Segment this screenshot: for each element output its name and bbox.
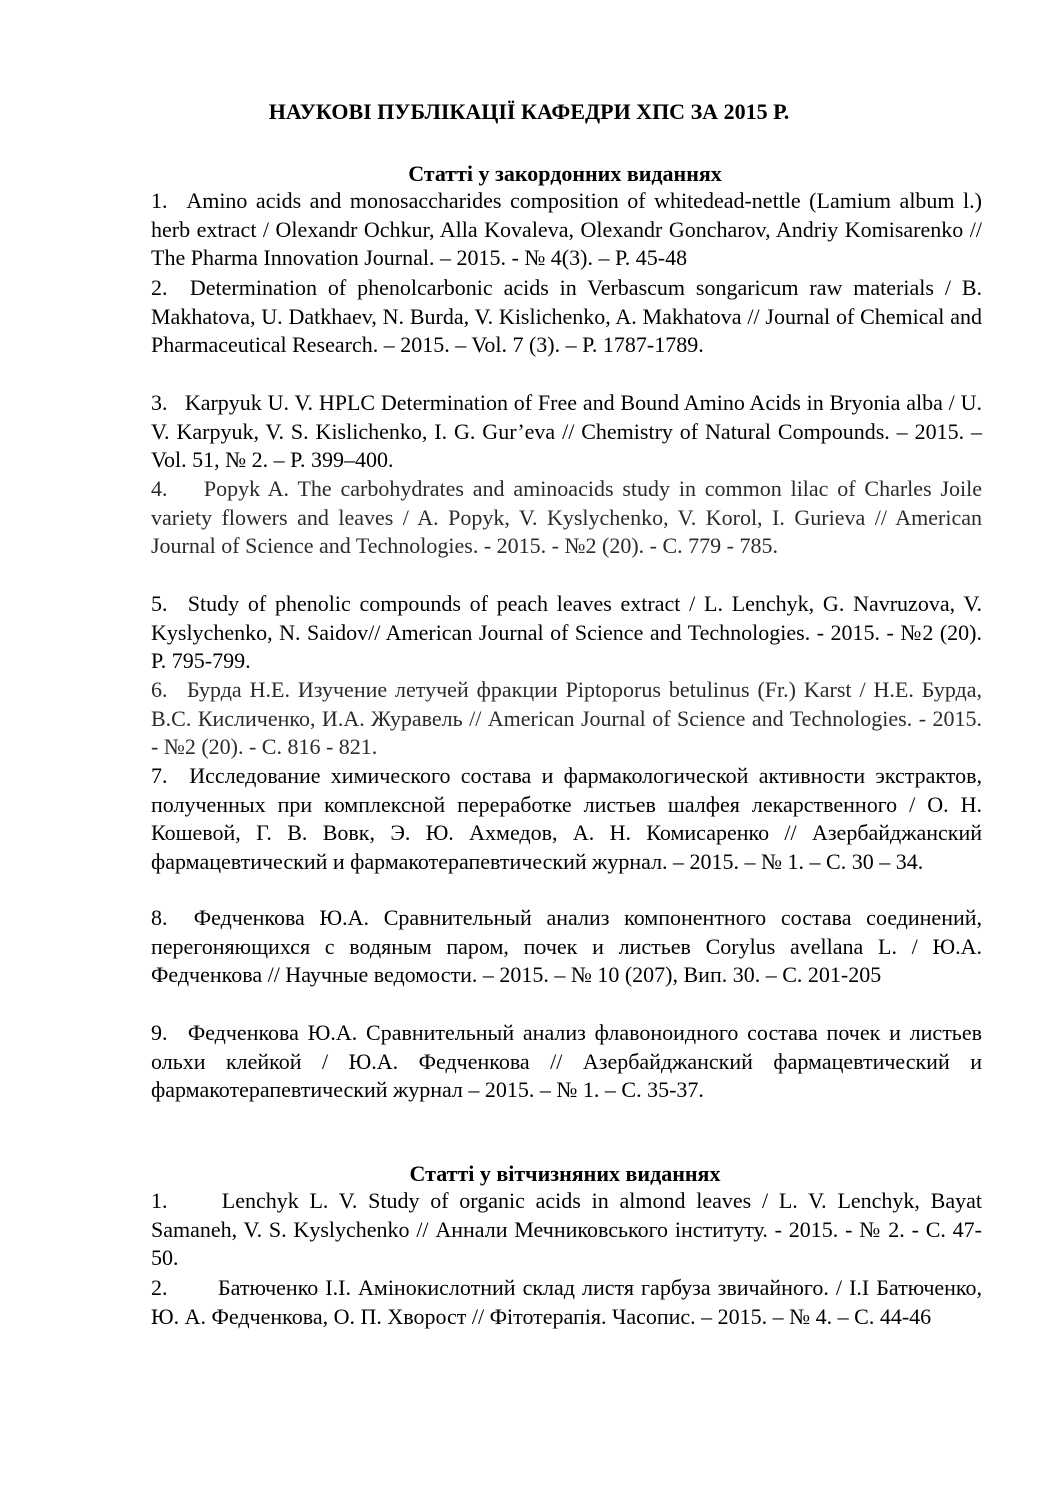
item-text: Determination of phenolcarbonic acids in Verbascum songaricum raw materials / B. Makhatova, U. Datkhaev, N. Burda, V. Kislichenko, A. Makhatova // Journal of Chemical and Pharmaceutical Research. – 2015. – Vol. 7 (3). – P. 1787-1789. <box>151 275 982 358</box>
list-item <box>151 475 982 561</box>
list-item <box>151 389 982 475</box>
document-title: НАУКОВІ ПУБЛІКАЦІЇ КАФЕДРИ ХПС ЗА 2015 Р. <box>268 99 790 124</box>
list-item <box>151 762 982 876</box>
list-item <box>151 274 982 360</box>
list-item <box>151 1274 982 1331</box>
item-text: Popyk A. The carbohydrates and aminoacids study in common lilac of Charles Joile variety flowers and leaves / A. Popyk, V. Kyslychenko, V. Korol, I. Gurieva // American Journal of Science and Technologies. - 2015. - №2 (20). - C. 779 - 785. <box>151 476 983 559</box>
list-item <box>151 187 982 273</box>
item-text: Karpyuk U. V. HPLC Determination of Free and Bound Amino Acids in Bryonia alba / U. V. Karpyuk, V. S. Kislichenko, I. G. Gur’eva // Chemistry of Natural Compounds. – 2015. – Vol. 51, № 2. – P. 399–400. <box>151 390 982 473</box>
item-text: Бурда Н.Е. Изучение летучей фракции Piptoporus betulinus (Fr.) Karst / Н.Е. Бурда, В.С. Кисличенко, И.А. Журавель // American Journal of Science and Technologies. - 2015. - №2 (20). - C. 816 - 821. <box>151 677 983 760</box>
item-number: 7. <box>151 763 168 788</box>
list-item <box>151 904 982 990</box>
item-text: Amino acids and monosaccharides composition of whitedead-nettle (Lamium album l.) herb extract / Olexandr Ochkur, Alla Kovaleva, Olexandr Goncharov, Andriy Komisarenko // The Pharma Innovation Journal. – 2015. - № 4(3). – P. 45-48 <box>151 188 982 271</box>
item-text: Исследование химического состава и фармакологической активности экстрактов, полученных при комплексной переработке листьев шалфея лекарственного / О. Н. Кошевой, Г. В. Вовк, Э. Ю. Ахмедов, А. Н. Комисаренко // Азербайджанский фармацевтический и фармакотерапевтический журнал. – 2015. – № 1. – С. 30 – 34. <box>151 763 982 874</box>
item-number: 4. <box>151 476 168 501</box>
item-number: 6. <box>151 677 168 702</box>
item-text: Study of phenolic compounds of peach leaves extract / L. Lenchyk, G. Navruzova, V. Kyslychenko, N. Saidov// American Journal of Science and Technologies. - 2015. - №2 (20). P. 795-799. <box>151 591 982 674</box>
section-heading-domestic: Статті у вітчизняних виданнях <box>409 1161 721 1186</box>
item-number: 9. <box>151 1020 168 1045</box>
list-item <box>151 1187 982 1273</box>
item-number: 5. <box>151 591 168 616</box>
item-number: 8. <box>151 905 168 930</box>
item-text: Федченкова Ю.А. Сравнительный анализ флавоноидного состава почек и листьев ольхи клейкой / Ю.А. Федченкова // Азербайджанский фармацевтический и фармакотерапевтический журнал – 2015. – № 1. – С. 35-37. <box>151 1020 982 1103</box>
item-text: Lenchyk L. V. Study of organic acids in almond leaves / L. V. Lenchyk, Bayat Samaneh, V. S. Kyslychenko // Аннали Мечниковського інституту. - 2015. - № 2. - С. 47-50. <box>151 1188 982 1271</box>
item-text: Батюченко І.І. Амінокислотний склад листя гарбуза звичайного. / І.І Батюченко, Ю. А. Федченкова, О. П. Хворост // Фітотерапія. Часопис. – 2015. – № 4. – С. 44-46 <box>151 1275 982 1329</box>
list-item <box>151 676 982 762</box>
item-text: Федченкова Ю.А. Сравнительный анализ компонентного состава соединений, перегоняющихся с водяным паром, почек и листьев Corylus avellana L. / Ю.А. Федченкова // Научные ведомости. – 2015. – № 10 (207), Вип. 30. – С. 201-205 <box>151 905 983 988</box>
item-number: 2. <box>151 1275 168 1300</box>
item-number: 2. <box>151 275 168 300</box>
item-number: 3. <box>151 390 168 415</box>
section-heading-foreign: Статті у закордонних виданнях <box>408 161 722 186</box>
item-number: 1. <box>151 188 168 213</box>
list-item <box>151 1019 982 1105</box>
item-number: 1. <box>151 1188 168 1213</box>
list-item <box>151 590 982 676</box>
